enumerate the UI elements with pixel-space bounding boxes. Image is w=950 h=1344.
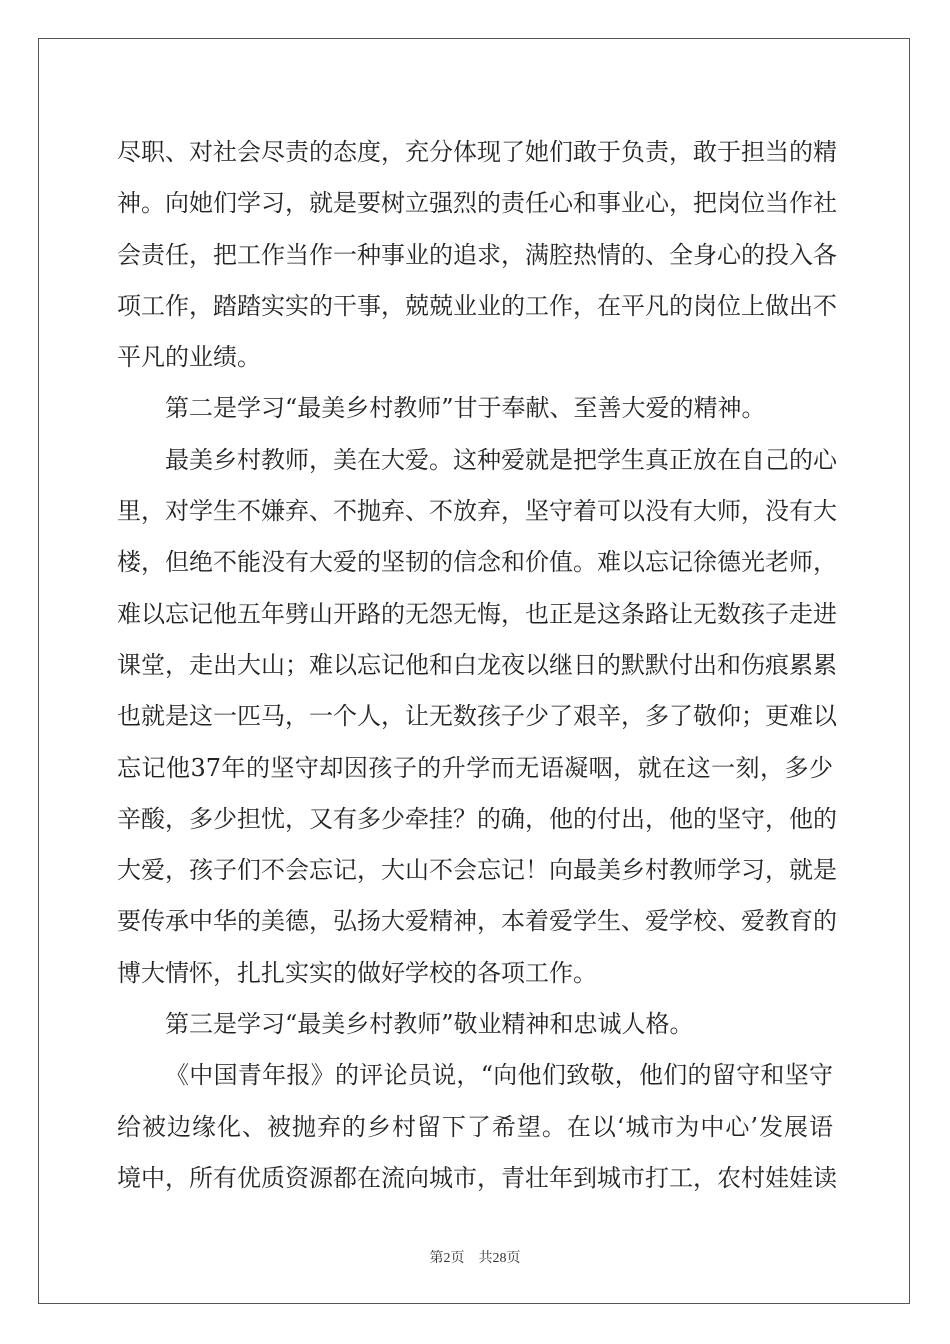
text-line: 给被边缘化、被抛弃的乡村留下了希望。在以‘城市为中心’发展语 [117,1112,833,1141]
text-line: 博大情怀，扎扎实实的做好学校的各项工作。 [117,958,597,987]
text-line: 最美乡村教师，美在大爱。这种爱就是把学生真正放在自己的心 [165,445,837,474]
text-line: 忘记他37年的坚守却因孩子的升学而无语凝咽，就在这一刻，多少 [117,753,833,782]
text-line: 难以忘记他五年劈山开路的无怨无悔，也正是这条路让无数孩子走进 [117,599,837,628]
text-line: 要传承中华的美德，弘扬大爱精神，本着爱学生、爱学校、爱教育的 [117,907,837,936]
text-line: 《中国青年报》的评论员说，“向他们致敬，他们的留守和坚守 [165,1061,833,1090]
text-line: 大爱，孩子们不会忘记，大山不会忘记！向最美乡村教师学习，就是 [117,856,837,885]
text-line: 神。向她们学习，就是要树立强烈的责任心和事业心，把岗位当作社 [117,189,837,218]
page-footer [0,1247,950,1267]
section-heading: 第二是学习“最美乡村教师”甘于奉献、至善大爱的精神。 [165,394,766,423]
text-line: 辛酸，多少担忧，又有多少牵挂？的确，他的付出，他的坚守，他的 [117,804,837,833]
text-line: 项工作，踏踏实实的干事，兢兢业业的工作，在平凡的岗位上做出不 [117,291,837,320]
text-line: 里，对学生不嫌弃、不抛弃、不放弃，坚守着可以没有大师，没有大 [117,497,837,526]
text-line: 课堂，走出大山；难以忘记他和白龙夜以继日的默默付出和伤痕累累 [117,650,837,679]
section-heading: 第三是学习“最美乡村教师”敬业精神和忠诚人格。 [165,1010,694,1039]
page-total: 共28页 [478,1251,521,1266]
text-line: 平凡的业绩。 [117,343,261,372]
text-line: 会责任，把工作当作一种事业的追求，满腔热情的、全身心的投入各 [117,240,837,269]
document-body [117,127,837,1204]
text-line: 境中，所有优质资源都在流向城市，青壮年到城市打工，农村娃娃读 [117,1163,837,1192]
text-line: 尽职、对社会尽责的态度，充分体现了她们敢于负责，敢于担当的精 [117,138,837,166]
text-line: 楼，但绝不能没有大爱的坚韧的信念和价值。难以忘记徐德光老师， [117,548,837,577]
page-number: 第2页 [429,1251,465,1266]
text-line: 也就是这一匹马，一个人，让无数孩子少了艰辛，多了敬仰；更难以 [117,702,837,731]
